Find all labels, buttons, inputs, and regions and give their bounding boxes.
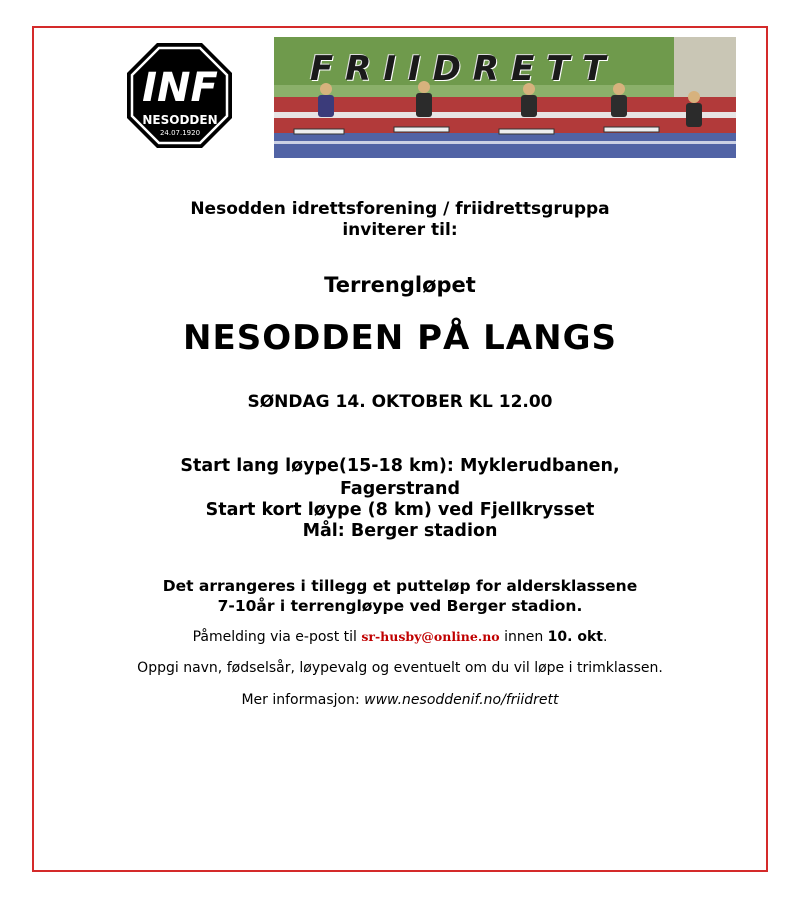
- kids-race-line-2: 7-10år i terrengløype ved Berger stadion.: [217, 597, 583, 615]
- logo-date: 24.07.1920: [159, 129, 201, 137]
- start-short: Start kort løype (8 km) ved Fjellkrysset: [205, 500, 595, 520]
- registration-line: [32, 629, 768, 645]
- registration-email-link[interactable]: sr-husby@online.no: [361, 629, 500, 644]
- start-long-line-2: Fagerstrand: [340, 479, 460, 499]
- banner-title: FRIIDRETT: [310, 49, 618, 89]
- finish-location: Mål: Berger stadion: [302, 521, 498, 541]
- organizer-line-1: Nesodden idrettsforening / friidrettsgruppa: [190, 199, 610, 219]
- event-subtitle: Terrengløpet: [324, 273, 476, 297]
- start-long-line-1: Start lang løype(15-18 km): Myklerudbanen,: [180, 456, 620, 476]
- logo-letters: INF: [142, 65, 218, 111]
- hurdles-photo: [274, 37, 736, 158]
- registration-prefix: Påmelding via e-post til: [192, 629, 362, 645]
- event-title: NESODDEN PÅ LANGS: [183, 318, 617, 358]
- more-info-line: [32, 692, 768, 708]
- registration-deadline: 10. okt: [547, 629, 603, 645]
- more-info-label: Mer informasjon:: [241, 692, 365, 708]
- registration-instructions: Oppgi navn, fødselsår, løypevalg og eventuelt om du vil løpe i trimklassen.: [137, 660, 663, 676]
- logo-name: NESODDEN: [142, 113, 218, 127]
- organizer-line-2: inviterer til:: [342, 220, 458, 240]
- more-info-url[interactable]: www.nesoddenif.no/friidrett: [364, 692, 559, 708]
- registration-suffix: .: [602, 629, 608, 645]
- club-logo: [125, 41, 234, 150]
- registration-middle: innen: [499, 629, 548, 645]
- kids-race-line-1: Det arrangeres i tillegg et putteløp for aldersklassene: [162, 577, 638, 595]
- event-date: SØNDAG 14. OKTOBER KL 12.00: [247, 392, 553, 412]
